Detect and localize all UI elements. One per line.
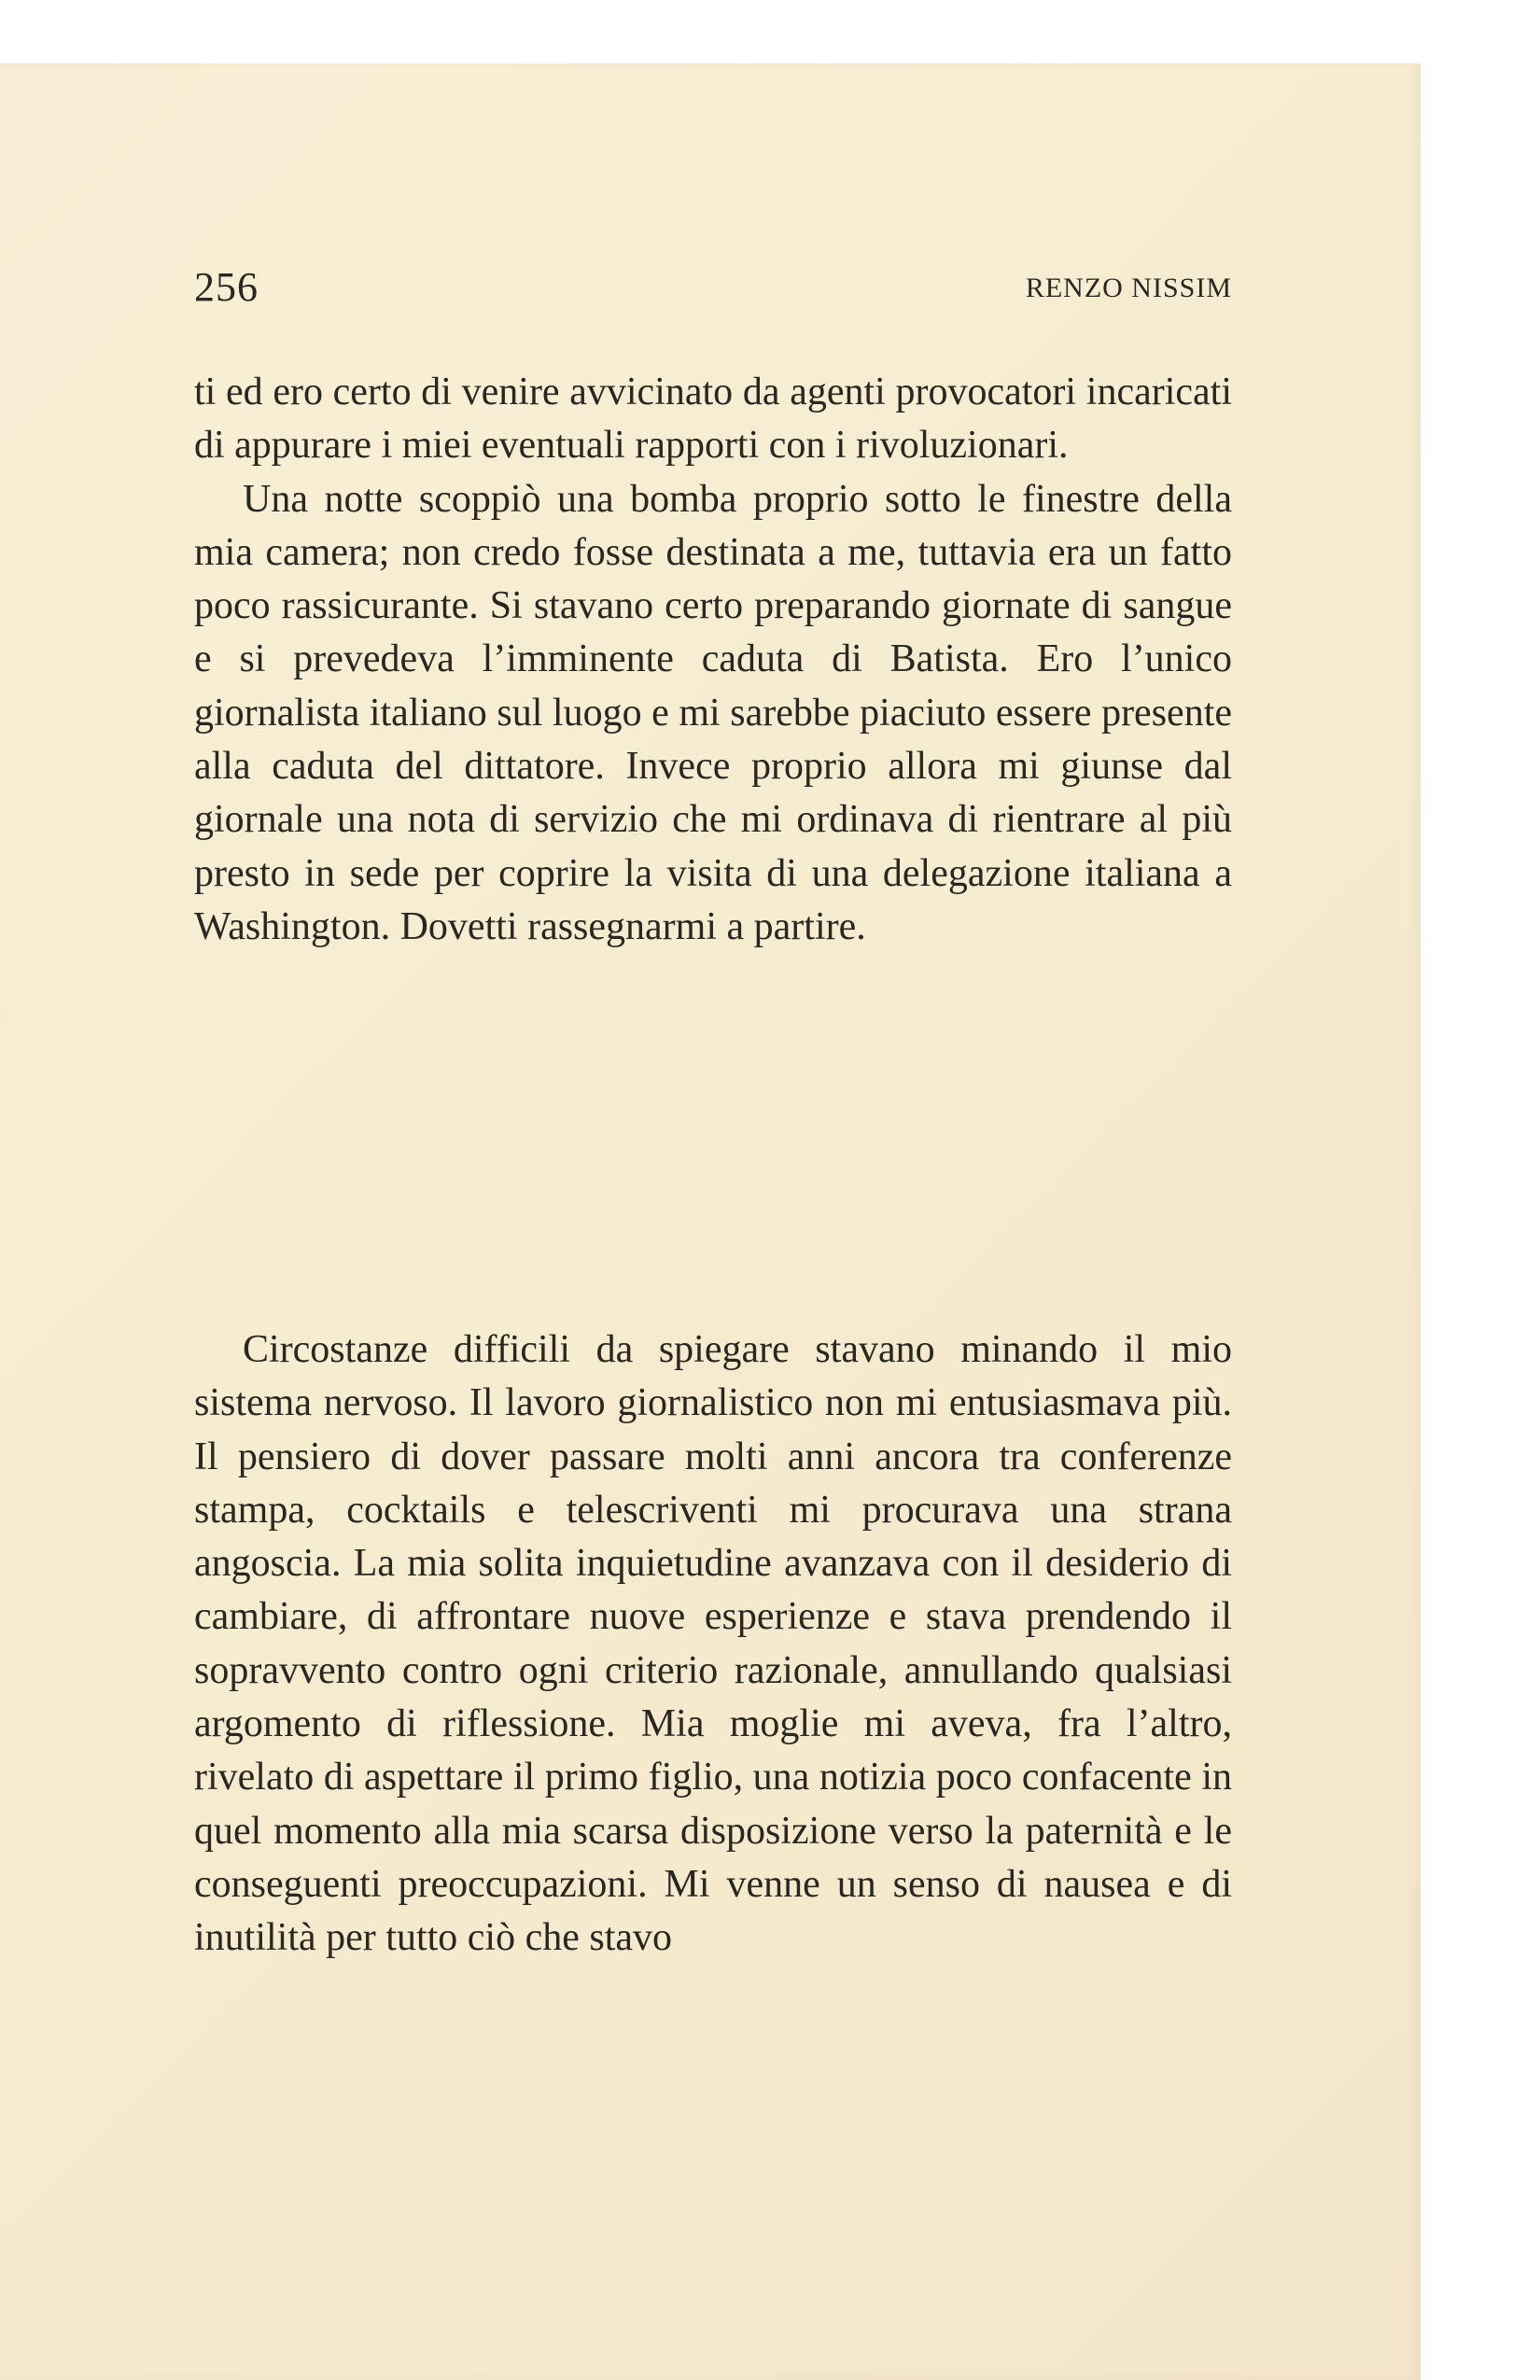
- paragraph-bomb: Una notte scoppiò una bomba proprio sotto le finestre della mia camera; non credo fosse destinata a me, tuttavia era un fatto poco rassicurante. Si stavano certo preparando giornate di sangue e si prevedeva l’imminente caduta di Batista. Ero l’unico giornalista italiano sul luogo e mi sarebbe piaciuto essere presente alla caduta del dittatore. Invece proprio allora mi giunse dal giornale una nota di servizio che mi ordinava di rientrare al più presto in sede per coprire la visita di una delegazione italiana a Washington. Dovetti rassegnarmi a partire.: [194, 477, 1232, 948]
- text-block-top: [194, 366, 1232, 954]
- running-head-author: RENZO NISSIM: [1025, 273, 1232, 303]
- text-block-section: [194, 1323, 1232, 1966]
- paragraph-continuation: ti ed ero certo di venire avvicinato da agenti provocatori incaricati di appurare i miei eventuali rapporti con i rivoluzionari.: [194, 371, 1232, 468]
- paragraph-circumstances: Circostanze difficili da spiegare stavano minando il mio sistema nervoso. Il lavoro giornalistico non mi entusiasmava più. Il pensiero di dover passare molti anni ancora tra conferenze stampa, cocktails e telescriventi mi procurava una strana angoscia. La mia solita inquietudine avanzava con il desiderio di cambiare, di affrontare nuove esperienze e stava prendendo il sopravvento contro ogni criterio razionale, annullando qualsiasi argomento di riflessione. Mia moglie mi aveva, fra l’altro, rivelato di aspettare il primo figlio, una notizia poco confacente in quel momento alla mia scarsa disposizione verso la paternità e le conseguenti preoccupazioni. Mi venne un senso di nausea e di inutilità per tutto ciò che stavo: [194, 1328, 1232, 1960]
- running-head: [194, 259, 1232, 315]
- page-number: 256: [194, 264, 259, 310]
